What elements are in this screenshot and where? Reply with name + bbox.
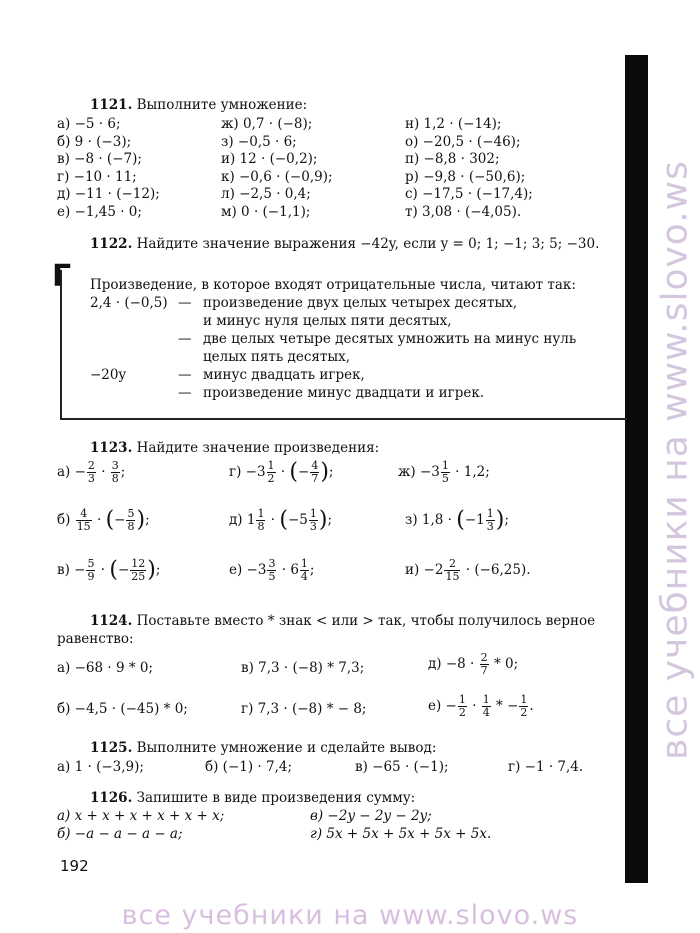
exercise-1124-b: б) −4,5 · (−45) * 0; (57, 701, 188, 717)
exercise-1121-col1: а) −5 · 6; б) 9 · (−3); в) −8 · (−7); г) −10 · 11; д) −11 · (−12); е) −1,45 · 0; (57, 116, 160, 220)
exercise-1125-a: а) 1 · (−3,9); (57, 759, 144, 775)
exercise-1125-g: г) −1 · 7,4. (508, 759, 584, 775)
exercise-1126-title: 1126. Запишите в виде произведения сумму: (90, 790, 416, 806)
exercise-1126-a: а) x + x + x + x + x + x; (57, 808, 225, 824)
exercise-1126-v: в) −2y − 2y − 2y; (310, 808, 432, 824)
rule-reading-2b: целых пять десятых, (203, 349, 351, 365)
exercise-1123-g: г) −3 $\frac{1}{2}$ · (− $\frac{4}{7}$ ); (229, 459, 334, 485)
exercise-1126-g: г) 5x + 5x + 5x + 5x + 5x. (310, 826, 492, 842)
exercise-1124-d: д) −8 · $\frac{2}{7}$ * 0; (428, 651, 519, 677)
exercise-1121-col2: ж) 0,7 · (−8); з) −0,5 · 6; и) 12 · (−0,2); к) −0,6 · (−0,9); л) −2,5 · 0,4; м) 0 · (−1,1); (221, 116, 333, 220)
exercise-1125-title: 1125. Выполните умножение и сделайте вывод: (90, 740, 437, 756)
exercise-1122: 1122. Найдите значение выражения −42y, если y = 0; 1; −1; 3; 5; −30. (90, 236, 600, 252)
watermark-bottom: все учебники на www.slovo.ws (121, 900, 579, 931)
rule-marker: Г (52, 259, 72, 294)
exercise-1125-b: б) (−1) · 7,4; (205, 759, 293, 775)
exercise-1123-title: 1123. Найдите значение произведения: (90, 440, 380, 456)
exercise-1123-d: д) 1 $\frac{1}{8}$ · (−5 $\frac{1}{3}$ ); (229, 507, 332, 533)
rule-intro: Произведение, в которое входят отрицательные числа, читают так: (90, 277, 576, 293)
rule-reading-4: произведение минус двадцати и игрек. (203, 385, 485, 401)
rule-reading-1a: произведение двух целых четырех десятых, (203, 295, 518, 311)
exercise-1121-title: 1121. Выполните умножение: (90, 97, 308, 113)
exercise-1124-title-line2: равенство: (57, 631, 134, 647)
exercise-1125-v: в) −65 · (−1); (355, 759, 449, 775)
exercise-1123-zh: ж) −3 $\frac{1}{5}$ · 1,2; (398, 459, 490, 485)
rule-dash: — (178, 295, 192, 311)
rule-reading-3: минус двадцать игрек, (203, 367, 365, 383)
rule-dash: — (178, 385, 192, 401)
exercise-1123-z: з) 1,8 · (−1 $\frac{1}{3}$ ); (405, 507, 509, 533)
watermark-vertical: все учебники на www.slovo.ws (654, 160, 696, 760)
exercise-1121-col3: н) 1,2 · (−14); о) −20,5 · (−46); п) −8,8 · 302; р) −9,8 · (−50,6); с) −17,5 · (−17,4); т) 3,08 · (−4,05). (405, 116, 533, 220)
exercise-1124-v: в) 7,3 · (−8) * 7,3; (241, 660, 365, 676)
exercise-1124-title: 1124. Поставьте вместо * знак < или > так, чтобы получилось верное (90, 613, 596, 629)
exercise-1126-b: б) −a − a − a − a; (57, 826, 183, 842)
page-number: 192 (60, 857, 89, 875)
rule-dash: — (178, 331, 192, 347)
exercise-1123-i: и) −2 $\frac{2}{15}$ · (−6,25). (405, 557, 531, 583)
rule-dash: — (178, 367, 192, 383)
exercise-1124-g: г) 7,3 · (−8) * − 8; (241, 701, 367, 717)
exercise-1123-v: в) − $\frac{5}{9}$ · (− $\frac{12}{25}$ ); (57, 557, 161, 583)
exercise-1123-e: е) −3 $\frac{3}{5}$ · 6 $\frac{1}{4}$ ; (229, 557, 315, 583)
exercise-1124-a: а) −68 · 9 * 0; (57, 660, 154, 676)
exercise-1123-b: б) $\frac{4}{15}$ · (− $\frac{5}{8}$ ); (57, 507, 150, 533)
rule-expr-1: 2,4 · (−0,5) (90, 295, 168, 311)
rule-reading-2a: две целых четыре десятых умножить на минус нуль (203, 331, 577, 347)
rule-reading-1b: и минус нуля целых пяти десятых, (203, 313, 452, 329)
exercise-1124-e: е) − $\frac{1}{2}$ · $\frac{1}{4}$ * − $\frac{1}{2}$ . (428, 693, 534, 719)
rule-expr-2: −20y (90, 367, 127, 383)
exercise-1123-a: а) − $\frac{2}{3}$ · $\frac{3}{8}$ ; (57, 459, 126, 485)
scan-edge-bar (625, 55, 648, 883)
